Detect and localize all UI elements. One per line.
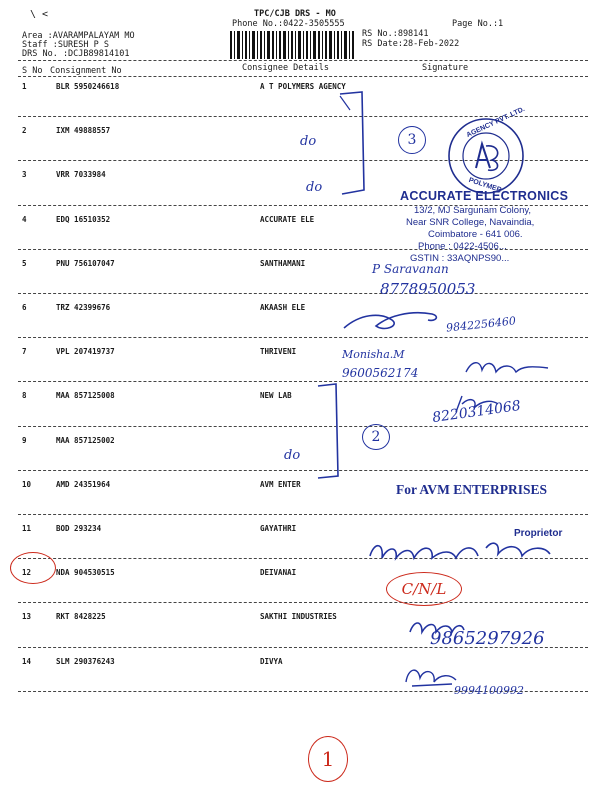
- row-separator: [18, 426, 588, 427]
- phone-number: Phone No.:0422-3505555: [232, 19, 345, 29]
- row-separator: [18, 381, 588, 382]
- row-sno: 2: [22, 126, 27, 135]
- row-consignment-no: TRZ 42399676: [56, 303, 111, 312]
- signature-scribble: [364, 532, 574, 572]
- row-consignee: DIVYA: [260, 657, 283, 666]
- row-consignment-no: NDA 904530515: [56, 568, 115, 577]
- stamp-role: Proprietor: [514, 528, 563, 539]
- col-signature: Signature: [422, 63, 469, 73]
- row-sno: 1: [22, 82, 27, 91]
- staff-label: Staff :SURESH P S: [22, 40, 109, 50]
- row-sno: 9: [22, 436, 27, 445]
- circled-number-1: 1: [308, 736, 348, 782]
- row-consignment-no: SLM 290376243: [56, 657, 115, 666]
- stamp-company-name: For AVM ENTERPRISES: [396, 482, 548, 497]
- stamp-company-name: ACCURATE ELECTRONICS: [400, 189, 569, 203]
- row-consignee: GAYATHRI: [260, 524, 297, 533]
- row-sno: 14: [22, 657, 32, 666]
- col-consignee: Consignee Details: [242, 63, 329, 73]
- ditto-mark: do: [300, 134, 317, 149]
- row-consignee: DEIVANAI: [260, 568, 297, 577]
- row-consignment-no: EDQ 16510352: [56, 215, 111, 224]
- row-consignment-no: BOD 293234: [56, 524, 102, 533]
- row-sno: 7: [22, 347, 27, 356]
- barcode: [230, 31, 356, 59]
- signature-scribble: [340, 306, 460, 336]
- circled-number-2: 2: [362, 424, 390, 450]
- corner-marks: \ <: [30, 9, 49, 20]
- row-consignee: AKAASH ELE: [260, 303, 306, 312]
- cnl-mark: C/N/L: [386, 572, 462, 606]
- handwritten-phone: 8778950053: [380, 280, 476, 298]
- col-consignment: Consignment No: [50, 66, 122, 76]
- row-sno: 8: [22, 391, 27, 400]
- signature-scribble: [402, 662, 462, 690]
- row-separator: [18, 337, 588, 338]
- row-consignment-no: AMD 24351964: [56, 480, 111, 489]
- handwritten-phone: 8220314068: [431, 397, 522, 427]
- stamp-ring-top-text: AGENCY PVT. LTD.: [465, 105, 527, 140]
- ditto-mark: do: [306, 180, 323, 195]
- row-sno: 3: [22, 170, 27, 179]
- handwritten-phone: 9865297926: [430, 628, 545, 649]
- row-sno: 12: [22, 568, 32, 577]
- row-separator: [18, 293, 588, 294]
- row-consignee: A T POLYMERS AGENCY: [260, 82, 346, 91]
- sheet-title: TPC/CJB DRS - MO: [254, 9, 336, 19]
- handwritten-name: P Saravanan: [372, 262, 449, 276]
- row-consignment-no: PNU 756107047: [56, 259, 115, 268]
- area-label: Area :AVARAMPALAYAM MO: [22, 31, 135, 41]
- row-sno: 4: [22, 215, 27, 224]
- stamp-gstin: GSTIN : 33AQNPS90...: [410, 253, 510, 264]
- row-consignment-no: VRR 7033984: [56, 170, 106, 179]
- stamp-address-line: 13/2, MJ Sargunam Colony,: [414, 205, 532, 216]
- signature-scribble: [462, 354, 552, 380]
- stamp-ring-bottom-text: POLYMER: [467, 176, 503, 195]
- page-number: Page No.:1: [452, 19, 504, 29]
- handwritten-name: Monisha.M: [342, 348, 405, 361]
- row-consignee: SANTHAMANI: [260, 259, 306, 268]
- header-rule-top: [18, 60, 588, 61]
- stamp-address-line: Coimbatore - 641 006.: [428, 229, 523, 240]
- row-consignee: NEW LAB: [260, 391, 292, 400]
- stamp-address-line: Near SNR College, Navaindia,: [406, 217, 535, 228]
- row-sno: 11: [22, 524, 32, 533]
- row-consignee: SAKTHI INDUSTRIES: [260, 612, 337, 621]
- row-consignment-no: VPL 207419737: [56, 347, 115, 356]
- rs-number: RS No.:898141: [362, 29, 429, 39]
- row-consignment-no: MAA 857125008: [56, 391, 115, 400]
- handwritten-phone: 9600562174: [342, 366, 419, 380]
- row-consignment-no: BLR 5950246618: [56, 82, 120, 91]
- row-consignee: THRIVENI: [260, 347, 297, 356]
- row-sno: 13: [22, 612, 32, 621]
- row-consignment-no: MAA 857125002: [56, 436, 115, 445]
- handwritten-phone: 9994100992: [454, 684, 524, 697]
- row-sno: 10: [22, 480, 32, 489]
- row-sno: 5: [22, 259, 27, 268]
- red-circle-row-12: [10, 552, 56, 584]
- row-consignment-no: IXM 49888557: [56, 126, 111, 135]
- round-company-stamp: [446, 105, 527, 196]
- rs-date: RS Date:28-Feb-2022: [362, 39, 460, 49]
- row-separator: [18, 470, 588, 471]
- row-separator: [18, 602, 588, 603]
- drs-number: DRS No. :DCJB89814101: [22, 49, 130, 59]
- ditto-mark: do: [284, 448, 301, 463]
- row-separator: [18, 514, 588, 515]
- row-consignee: ACCURATE ELE: [260, 215, 315, 224]
- row-sno: 6: [22, 303, 27, 312]
- row-consignee: AVM ENTER: [260, 480, 301, 489]
- circled-number-3: 3: [398, 126, 426, 154]
- col-sno: S No: [22, 66, 43, 76]
- handwritten-phone: 9842256460: [445, 314, 517, 335]
- stamp-phone: Phone : 0422-4506...: [418, 241, 507, 252]
- header-rule-bottom: [18, 76, 588, 77]
- row-consignment-no: RKT 8428225: [56, 612, 106, 621]
